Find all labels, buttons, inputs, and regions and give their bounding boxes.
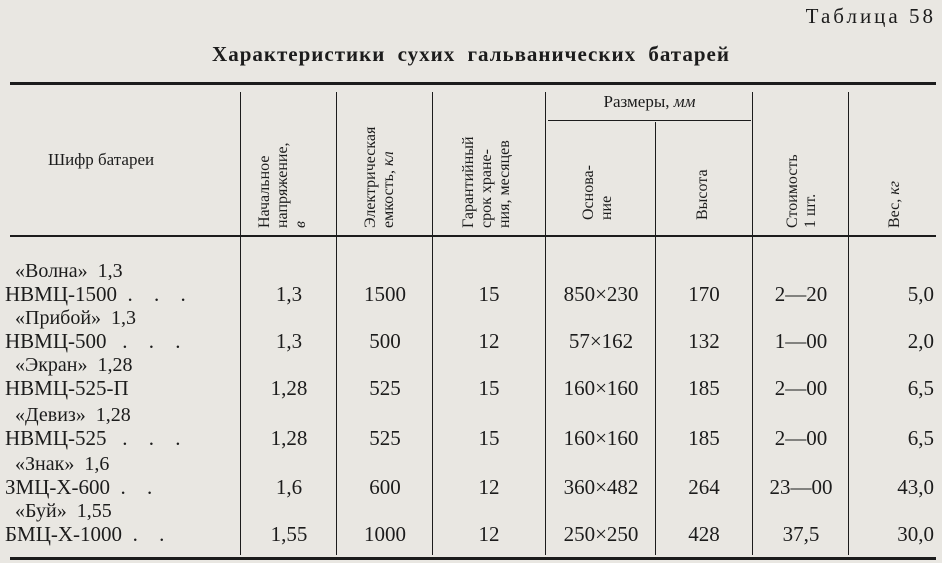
cell-cost: 2—20 xyxy=(774,282,828,306)
header-weight-unit: кг xyxy=(886,180,903,195)
cell-weight: 6,5 xyxy=(907,426,934,450)
cell-voltage: 1,6 xyxy=(275,475,303,499)
cell-base: 360×482 xyxy=(563,475,639,499)
cell-shelf-life: 15 xyxy=(478,282,500,306)
header-rule xyxy=(10,235,936,237)
table-row xyxy=(0,453,942,503)
cell-capacity: 600 xyxy=(369,475,401,499)
table-title: Характеристики сухих гальванических батарей xyxy=(212,42,730,66)
battery-code-text: НВМЦ-525-П xyxy=(5,376,129,400)
battery-brand: «Экран» 1,28 xyxy=(15,354,133,376)
battery-code-text: НВМЦ-1500 xyxy=(5,282,118,306)
battery-code-text: БМЦ-Х-1000 xyxy=(5,522,123,546)
cell-voltage: 1,28 xyxy=(270,376,308,400)
header-base-line: ние xyxy=(598,195,615,220)
bottom-rule xyxy=(10,557,936,560)
battery-brand: «Волна» 1,3 xyxy=(15,260,123,282)
cell-weight: 2,0 xyxy=(907,329,934,353)
cell-capacity: 1000 xyxy=(364,522,406,546)
cell-capacity: 525 xyxy=(369,426,401,450)
header-capacity-line: емкость, xyxy=(380,170,397,228)
cell-base: 160×160 xyxy=(563,426,639,450)
header-shelf-line: ния, месяцев xyxy=(496,140,513,228)
battery-code xyxy=(5,426,189,451)
leader-dots: . . . xyxy=(122,329,189,353)
cell-weight: 5,0 xyxy=(907,282,934,306)
top-rule xyxy=(10,82,936,85)
header-height-label: Высота xyxy=(694,169,711,220)
cell-cost: 1—00 xyxy=(774,329,828,353)
cell-capacity: 1500 xyxy=(364,282,406,306)
cell-shelf-life: 12 xyxy=(478,522,500,546)
header-sizes-unit: мм xyxy=(673,92,696,111)
battery-code-text: ЗМЦ-Х-600 xyxy=(5,475,111,499)
battery-code xyxy=(5,282,194,307)
cell-voltage: 1,28 xyxy=(270,426,308,450)
header-voltage-unit: в xyxy=(292,221,309,228)
cell-weight: 43,0 xyxy=(897,475,934,499)
cell-height: 428 xyxy=(688,522,720,546)
table-number: Таблица 58 xyxy=(805,4,936,28)
battery-brand: «Буй» 1,55 xyxy=(15,500,112,522)
battery-brand: «Девиз» 1,28 xyxy=(15,404,131,426)
cell-height: 264 xyxy=(688,475,720,499)
cell-shelf-life: 12 xyxy=(478,475,500,499)
header-shelf-line: срок хране- xyxy=(478,149,495,228)
header-weight-label: Вес, xyxy=(886,198,903,228)
header-voltage-line: Начальное xyxy=(256,155,273,228)
cell-weight: 6,5 xyxy=(907,376,934,400)
table-row xyxy=(0,354,942,404)
battery-code xyxy=(5,329,189,354)
cell-cost: 23—00 xyxy=(769,475,833,499)
leader-dots: . . . xyxy=(127,282,194,306)
battery-brand: «Знак» 1,6 xyxy=(15,453,110,475)
leader-dots: . . xyxy=(120,475,161,499)
leader-dots: . . xyxy=(132,522,173,546)
cell-shelf-life: 12 xyxy=(478,329,500,353)
cell-capacity: 525 xyxy=(369,376,401,400)
header-sizes-label: Размеры, xyxy=(603,92,670,111)
battery-code xyxy=(5,475,160,500)
cell-base: 57×162 xyxy=(568,329,634,353)
cell-voltage: 1,3 xyxy=(275,329,303,353)
battery-brand: «Прибой» 1,3 xyxy=(15,307,137,329)
battery-code-text: НВМЦ-500 xyxy=(5,329,107,353)
header-capacity-unit: кл xyxy=(380,151,397,167)
header-capacity-line: Электрическая xyxy=(362,126,379,228)
cell-height: 185 xyxy=(688,426,720,450)
cell-shelf-life: 15 xyxy=(478,426,500,450)
header-voltage-line: напряжение, xyxy=(274,142,291,228)
header-cost-line: 1 шт. xyxy=(802,193,819,228)
header-shelf-line: Гарантийный xyxy=(460,136,477,228)
table-row xyxy=(0,260,942,310)
cell-voltage: 1,55 xyxy=(270,522,308,546)
table-row xyxy=(0,307,942,357)
cell-cost: 37,5 xyxy=(782,522,820,546)
cell-shelf-life: 15 xyxy=(478,376,500,400)
cell-height: 185 xyxy=(688,376,720,400)
cell-base: 250×250 xyxy=(563,522,639,546)
cell-height: 170 xyxy=(688,282,720,306)
battery-code xyxy=(5,522,172,547)
leader-dots: . . . xyxy=(122,426,189,450)
table-row xyxy=(0,404,942,454)
cell-cost: 2—00 xyxy=(774,376,828,400)
cell-voltage: 1,3 xyxy=(275,282,303,306)
cell-cost: 2—00 xyxy=(774,426,828,450)
cell-weight: 30,0 xyxy=(897,522,934,546)
cell-base: 160×160 xyxy=(563,376,639,400)
battery-code-text: НВМЦ-525 xyxy=(5,426,107,450)
table-row xyxy=(0,500,942,550)
cell-capacity: 500 xyxy=(369,329,401,353)
cell-height: 132 xyxy=(688,329,720,353)
header-base-line: Основа- xyxy=(580,165,597,220)
cell-base: 850×230 xyxy=(563,282,639,306)
header-cost-line: Стоимость xyxy=(784,154,801,228)
header-cipher: Шифр батареи xyxy=(48,150,155,169)
battery-code xyxy=(5,376,129,401)
